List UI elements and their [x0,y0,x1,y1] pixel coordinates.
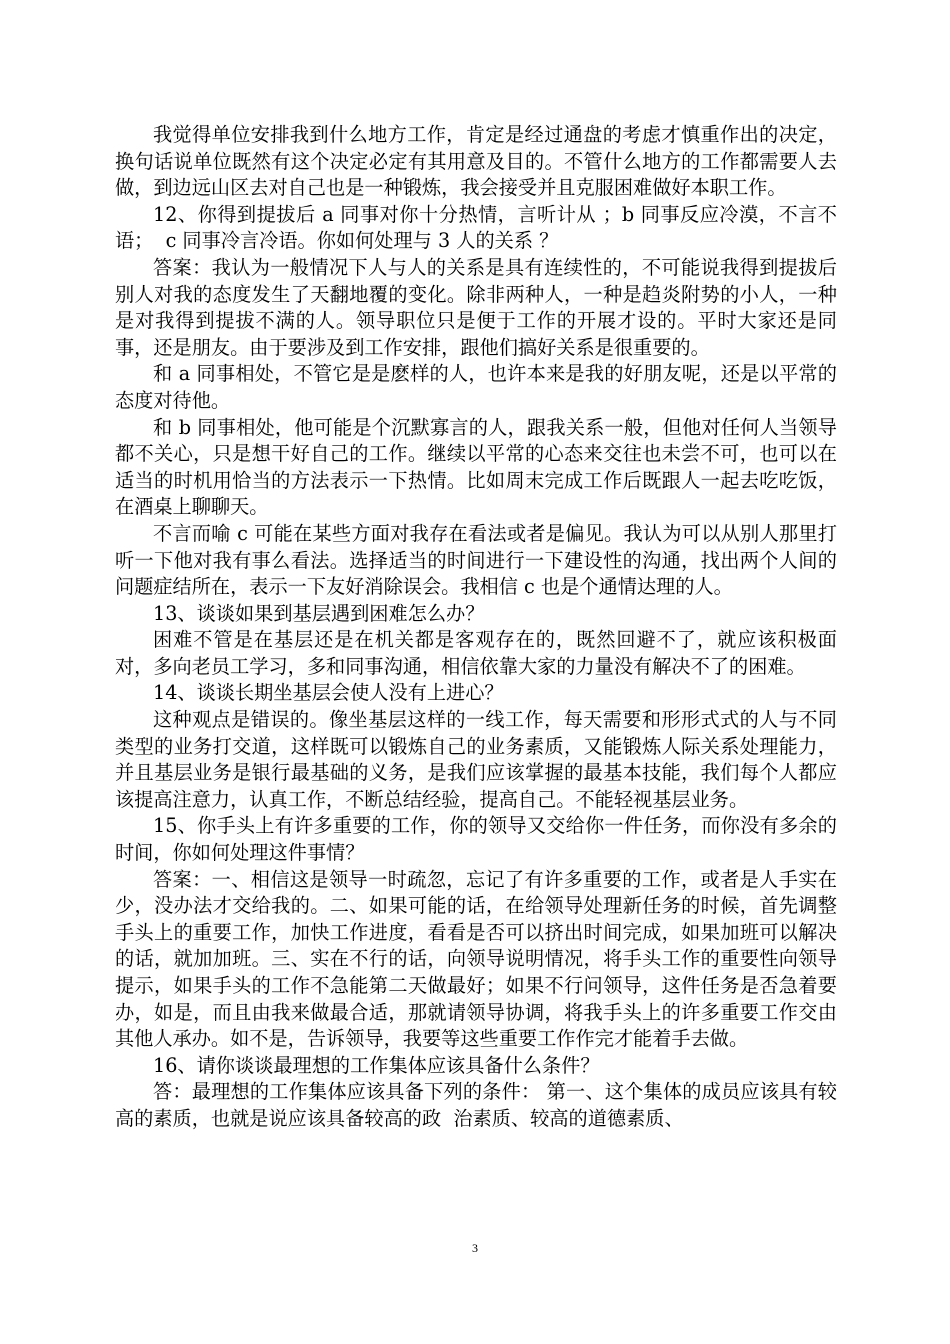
answer-15: 答案：一、相信这是领导一时疏忽，忘记了有许多重要的工作，或者是人手实在少，没办法才交给我的。二、如果可能的话，在给领导处理新任务的时候，首先调整手头上的重要工作，加快工作进度，看看是否可以挤出时间完成，如果加班可以解决的话，就加加班。三、实在不行的话，向领导说明情况，将手头工作的重要性向领导提示，如果手头的工作不急能第二天做最好；如果不行问领导，这件任务是否急着要办，如是，而且由我来做最合适，那就请领导协调，将我手头上的许多重要工作交由其他人承办。如不是，告诉领导，我要等这些重要工作作完才能着手去做。 [115,867,837,1051]
paragraph-assignment-answer: 我觉得单位安排我到什么地方工作，肯定是经过通盘的考虑才慎重作出的决定，换句话说单位既然有这个决定必定有其用意及目的。不管什么地方的工作都需要人去做，到边远山区去对自己也是一种锻炼，我会接受并且克服困难做好本职工作。 [115,123,837,200]
answer-12-colleague-a: 和 a 同事相处，不管它是是麽样的人，也许本来是我的好朋友呢，还是以平常的态度对待他。 [115,362,837,412]
answer-12: 答案：我认为一般情况下人与人的关系是具有连续性的，不可能说我得到提拔后别人对我的态度发生了天翻地覆的变化。除非两种人，一种是趋炎附势的小人，一种是对我得到提拔不满的人。领导职位只是便于工作的开展才设的。平时大家还是同事，还是朋友。由于要涉及到工作安排，跟他们搞好关系是很重要的。 [115,255,837,359]
question-14: 14、谈谈长期坐基层会使人没有上进心？ [153,681,504,705]
page-number: 3 [472,1241,478,1255]
question-12: 12、你得到提拔后 a 同事对你十分热情，言听计从 ；b 同事反应冷漠，不言不语； c 同事冷言冷语。你如何处理与 3 人的关系 ？ [115,202,837,253]
answer-12-colleague-c: 不言而喻 c 可能在某些方面对我存在看法或者是偏见。我认为可以从别人那里打听一下他对我有事么看法。选择适当的时间进行一下建设性的沟通，找出两个人间的问题症结所在，表示一下友好消除误会。我相信 c 也是个通情达理的人。 [115,521,837,599]
answer-14: 这种观点是错误的。像坐基层这样的一线工作，每天需要和形形式式的人与不同类型的业务打交道，这样既可以锻炼自己的业务素质，又能锻炼人际关系处理能力，并且基层业务是银行最基础的义务，是我们应该掌握的最基本技能，我们每个人都应该提高注意力，认真工作，不断总结经验，提高自己。不能轻视基层业务。 [115,708,837,811]
answer-13: 困难不管是在基层还是在机关都是客观存在的，既然回避不了，就应该积极面对，多向老员工学习，多和同事沟通，相信依靠大家的力量没有解决不了的困难。 [115,628,837,678]
body-text [115,122,837,1133]
question-15: 15、你手头上有许多重要的工作，你的领导又交给你一件任务，而你没有多余的时间，你如何处理这件事情？ [115,814,837,865]
question-13: 13、谈谈如果到基层遇到困难怎么办？ [153,601,485,625]
answer-16: 答：最理想的工作集体应该具备下列的条件： 第一、这个集体的成员应该具有较高的素质，也就是说应该具备较高的政 治素质、较高的道德素质、 [115,1080,837,1130]
answer-12-colleague-b: 和 b 同事相处，他可能是个沉默寡言的人，跟我关系一般，但他对任何人当领导都不关心，只是想干好自己的工作。继续以平常的心态来交往也未尝不可，也可以在适当的时机用恰当的方法表示一下热情。比如周末完成工作后既跟人一起去吃吃饭，在酒桌上聊聊天。 [115,415,837,519]
question-16: 16、请你谈谈最理想的工作集体应该具备什么条件？ [153,1053,600,1077]
